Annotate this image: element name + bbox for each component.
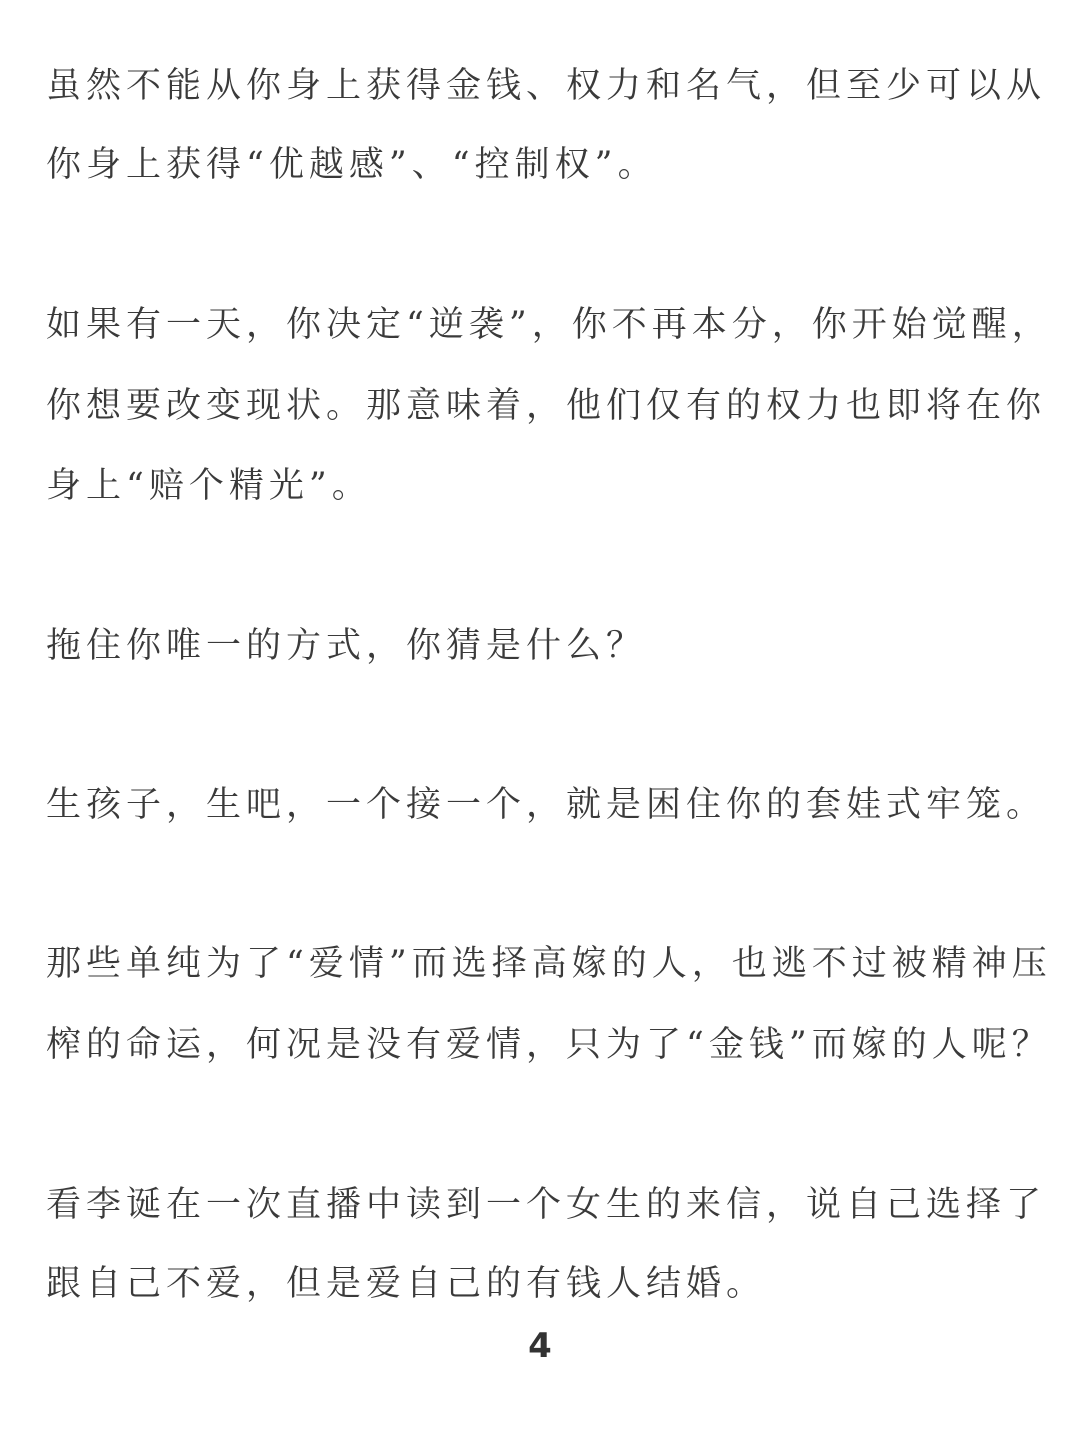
page-number: 4 [528,1326,552,1366]
text-line: 你身上获得“优越感”、“控制权”。 [46,145,658,185]
text-line: 拖住你唯一的方式，你猜是什么？ [46,626,647,666]
text-line: 你想要改变现状。那意味着，他们仅有的权力也即将在你 [46,386,1047,426]
text-line: 那些单纯为了“爱情”而选择高嫁的人，也逃不过被精神压 [46,944,1052,984]
text-line: 身上“赔个精光”。 [46,466,372,506]
text-line: 看李诞在一次直播中读到一个女生的来信，说自己选择了 [46,1185,1047,1225]
text-line: 虽然不能从你身上获得金钱、权力和名气，但至少可以从 [46,66,1047,106]
text-line: 生孩子，生吧，一个接一个，就是困住你的套娃式牢笼。 [46,785,1047,825]
text-line: 榨的命运，何况是没有爱情，只为了“金钱”而嫁的人呢？ [46,1025,1052,1065]
text-line: 如果有一天，你决定“逆袭”，你不再本分，你开始觉醒， [46,305,1052,345]
text-line: 跟自己不爱，但是爱自己的有钱人结婚。 [46,1264,767,1304]
